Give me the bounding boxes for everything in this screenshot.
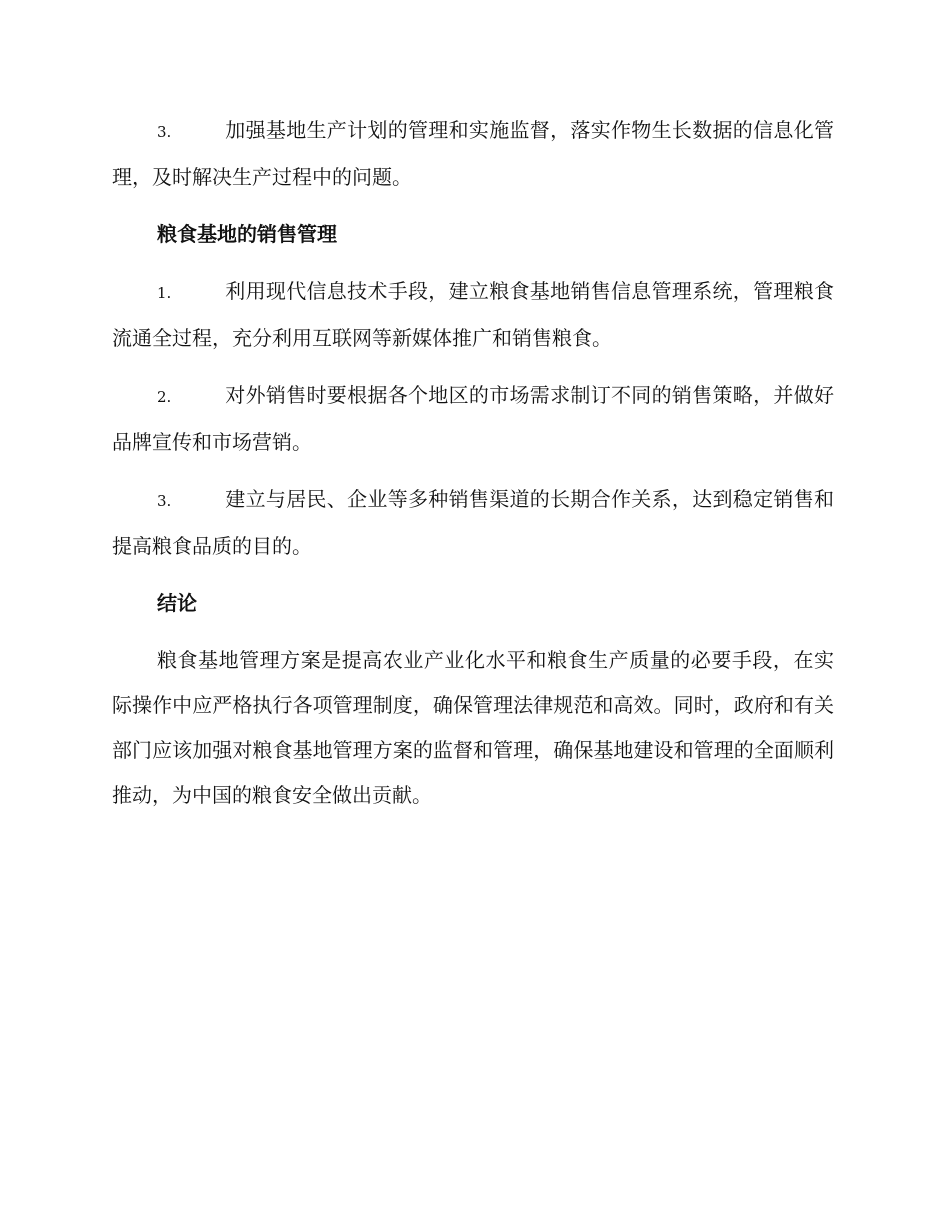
list-item [112, 373, 834, 465]
list-item-number: 2. [157, 388, 172, 406]
list-item-text: 对外销售时要根据各个地区的市场需求制订不同的销售策略，并做好品牌宣传和市场营销。 [112, 383, 834, 454]
section-heading-sales: 粮食基地的销售管理 [157, 222, 337, 246]
list-item-number: 1. [157, 284, 172, 302]
section-heading-conclusion: 结论 [157, 591, 197, 615]
document-page [112, 108, 834, 830]
list-item [112, 477, 834, 569]
list-item-text: 利用现代信息技术手段，建立粮食基地销售信息管理系统，管理粮食流通全过程，充分利用互联网等新媒体推广和销售粮食。 [112, 279, 834, 350]
list-item-text: 加强基地生产计划的管理和实施监督，落实作物生长数据的信息化管理，及时解决生产过程中的问题。 [112, 118, 834, 189]
list-item-number: 3. [157, 492, 172, 510]
list-item [112, 269, 834, 361]
conclusion-paragraph: 粮食基地管理方案是提高农业产业化水平和粮食生产质量的必要手段，在实际操作中应严格执行各项管理制度，确保管理法律规范和高效。同时，政府和有关部门应该加强对粮食基地管理方案的监督和管理，确保基地建设和管理的全面顺利推动，为中国的粮食安全做出贡献。 [112, 648, 834, 807]
list-item-number: 3. [157, 123, 172, 141]
list-item [112, 108, 834, 200]
list-item-text: 建立与居民、企业等多种销售渠道的长期合作关系，达到稳定销售和提高粮食品质的目的。 [112, 487, 834, 558]
